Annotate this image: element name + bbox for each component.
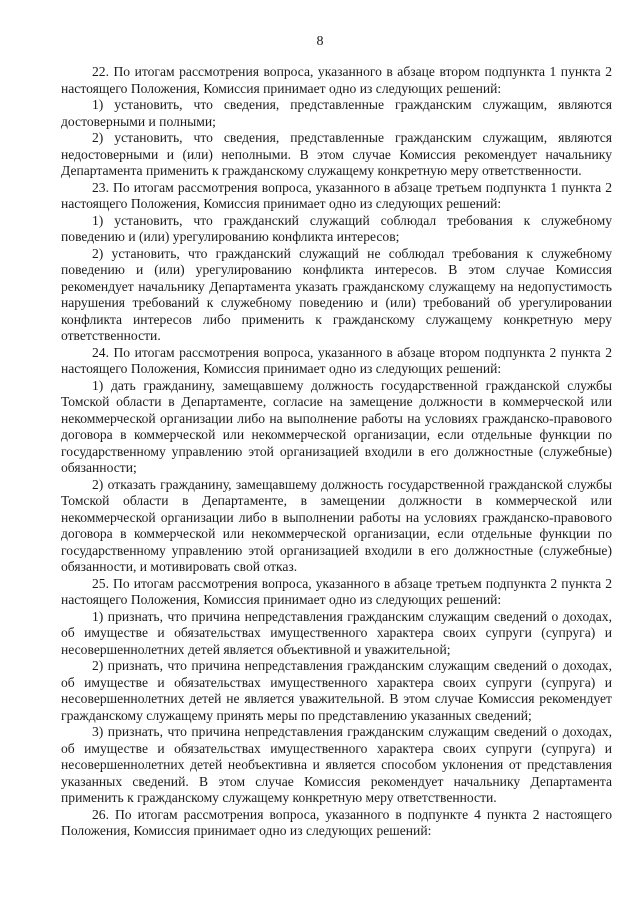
paragraph-24-item-1: 1) дать гражданину, замещавшему должность государственной гражданской службы Томской области в Департаменте, согласие на замещение должности в коммерческой или некоммерческой организации либо на выполнение работы на условиях гражданско-правового договора в коммерческой или некоммерческой организации, если отдельные функции по государственному управлению этой организацией входили в его должностные (служебные) обязанности; <box>61 377 612 475</box>
page-number: 8 <box>316 34 324 49</box>
paragraph-25-item-2: 2) признать, что причина непредставления гражданским служащим сведений о доходах, об имуществе и обязательствах имущественного характера своих супруги (супруга) и несовершеннолетних детей не является уважительной. В этом случае Комиссия рекомендует гражданскому служащему принять меры по представлению указанных сведений; <box>61 658 612 723</box>
paragraph-24: 24. По итогам рассмотрения вопроса, указанного в абзаце втором подпункта 2 пункта 2 настоящего Положения, Комиссия принимает одно из следующих решений: <box>61 344 612 376</box>
paragraph-26: 26. По итогам рассмотрения вопроса, указанного в подпункте 4 пункта 2 настоящего Положения, Комиссия принимает одно из следующих решений: <box>61 806 612 838</box>
paragraph-22: 22. По итогам рассмотрения вопроса, указанного в абзаце втором подпункта 1 пункта 2 настоящего Положения, Комиссия принимает одно из следующих решений: <box>61 64 612 96</box>
paragraph-22-item-2: 2) установить, что сведения, представленные гражданским служащим, являются недостоверными и (или) неполными. В этом случае Комиссия рекомендует начальнику Департамента применить к гражданскому служащему конкретную меру ответственности. <box>61 130 612 178</box>
document-body <box>61 64 612 840</box>
paragraph-23: 23. По итогам рассмотрения вопроса, указанного в абзаце третьем подпункта 1 пункта 2 настоящего Положения, Комиссия принимает одно из следующих решений: <box>61 179 612 211</box>
paragraph-25: 25. По итогам рассмотрения вопроса, указанного в абзаце третьем подпункта 2 пункта 2 настоящего Положения, Комиссия принимает одно из следующих решений: <box>61 575 612 607</box>
paragraph-22-item-1: 1) установить, что сведения, представленные гражданским служащим, являются достоверными и полными; <box>61 97 612 129</box>
paragraph-23-item-1: 1) установить, что гражданский служащий соблюдал требования к служебному поведению и (или) урегулированию конфликта интересов; <box>61 212 612 244</box>
paragraph-25-item-3: 3) признать, что причина непредставления гражданским служащим сведений о доходах, об имуществе и обязательствах имущественного характера своих супруги (супруга) и несовершеннолетних детей необъективна и является способом уклонения от представления указанных сведений. В этом случае Комиссия рекомендует начальнику Департамента применить к гражданскому служащему конкретную меру ответственности. <box>61 724 612 805</box>
paragraph-25-item-1: 1) признать, что причина непредставления гражданским служащим сведений о доходах, об имуществе и обязательствах имущественного характера своих супруги (супруга) и несовершеннолетних детей является объективной и уважительной; <box>61 608 612 657</box>
paragraph-23-item-2: 2) установить, что гражданский служащий не соблюдал требования к служебному поведению и (или) урегулированию конфликта интересов. В этом случае Комиссия рекомендует начальнику Департамента указать гражданскому служащему на недопустимость нарушения требований к служебному поведению и (или) требований об урегулировании конфликта интересов либо применить к гражданскому служащему конкретную меру ответственности. <box>61 245 612 343</box>
paragraph-24-item-2: 2) отказать гражданину, замещавшему должность государственной гражданской службы Томской области в Департаменте, в замещении должности в коммерческой или некоммерческой организации либо в выполнении работы на условиях гражданско-правового договора в коммерческой или некоммерческой организации, если отдельные функции по государственному управлению этой организацией входили в его должностные (служебные) обязанности, и мотивировать свой отказ. <box>61 476 612 574</box>
